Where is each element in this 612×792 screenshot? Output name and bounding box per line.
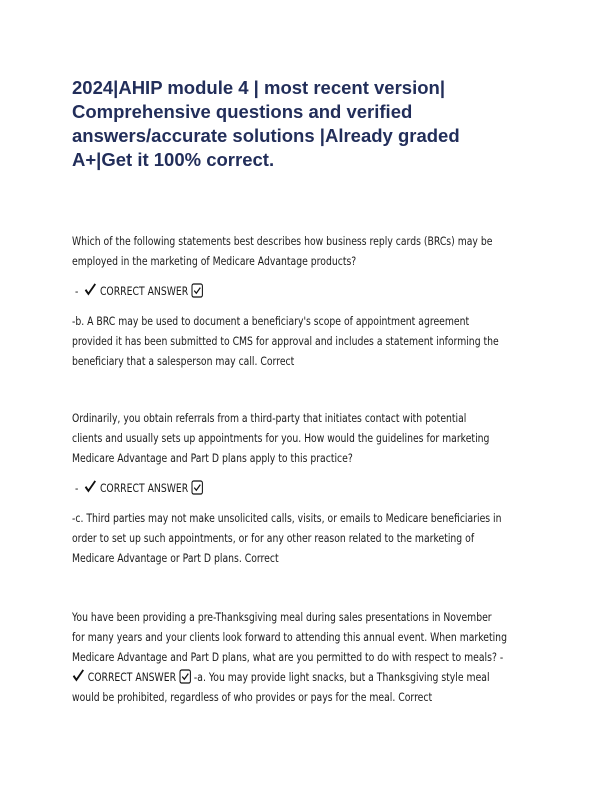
- heavy-check-mark-icon: [72, 669, 85, 683]
- heavy-check-mark-icon: [84, 480, 97, 494]
- question-text: Medicare Advantage and Part D plans, what are you permitted to do with respect to meals? -: [72, 650, 504, 664]
- question-block-2: [72, 408, 502, 568]
- answer-text: would be prohibited, regardless of who provides or pays for the meal. Correct: [72, 690, 433, 704]
- question-text: Medicare Advantage and Part D plans apply to this practice?: [72, 451, 353, 465]
- answer-text: beneficiary that a salesperson may call. Correct: [72, 354, 295, 368]
- answer-text: -b. A BRC may be used to document a beneficiary's scope of appointment agreement: [72, 314, 470, 328]
- title-line: answers/accurate solutions |Already graded: [72, 125, 460, 146]
- heavy-check-mark-icon: [84, 283, 97, 297]
- title-line: 2024|AHIP module 4 | most recent version|: [72, 77, 445, 98]
- document-title: [72, 76, 542, 172]
- title-line: Comprehensive questions and verified: [72, 101, 413, 122]
- marker-prefix: -: [72, 481, 82, 495]
- answer-text: -c. Third parties may not make unsolicited calls, visits, or emails to Medicare beneficiaries in: [72, 511, 502, 525]
- answer-text: -a. You may provide light snacks, but a Thanksgiving style meal: [193, 670, 490, 684]
- correct-answer-marker: [72, 667, 490, 687]
- ballot-box-with-check-icon: [191, 283, 203, 298]
- question-text: You have been providing a pre-Thanksgiving meal during sales presentations in November: [72, 610, 492, 624]
- answer-text: order to set up such appointments, or for any other reason related to the marketing of: [72, 531, 475, 545]
- ballot-box-with-check-icon: [179, 669, 191, 684]
- correct-answer-marker: [72, 281, 456, 301]
- answer-text: provided it has been submitted to CMS for approval and includes a statement informing the: [72, 334, 499, 348]
- correct-answer-label: CORRECT ANSWER: [99, 284, 189, 298]
- ballot-box-with-check-icon: [191, 480, 203, 495]
- correct-answer-marker: [72, 478, 456, 498]
- question-text: Which of the following statements best describes how business reply cards (BRCs) may be: [72, 234, 493, 248]
- question-text: clients and usually sets up appointments for you. How would the guidelines for marketing: [72, 431, 490, 445]
- correct-answer-label: CORRECT ANSWER: [99, 481, 189, 495]
- question-text: for many years and your clients look forward to attending this annual event. When marketing: [72, 630, 507, 644]
- question-block-3: [72, 607, 507, 707]
- question-text: employed in the marketing of Medicare Advantage products?: [72, 254, 357, 268]
- marker-prefix: -: [72, 284, 82, 298]
- question-block-1: [72, 231, 499, 371]
- answer-text: Medicare Advantage or Part D plans. Correct: [72, 551, 279, 565]
- correct-answer-label: CORRECT ANSWER: [87, 670, 177, 684]
- question-text: Ordinarily, you obtain referrals from a third-party that initiates contact with potential: [72, 411, 467, 425]
- title-line: A+|Get it 100% correct.: [72, 149, 275, 170]
